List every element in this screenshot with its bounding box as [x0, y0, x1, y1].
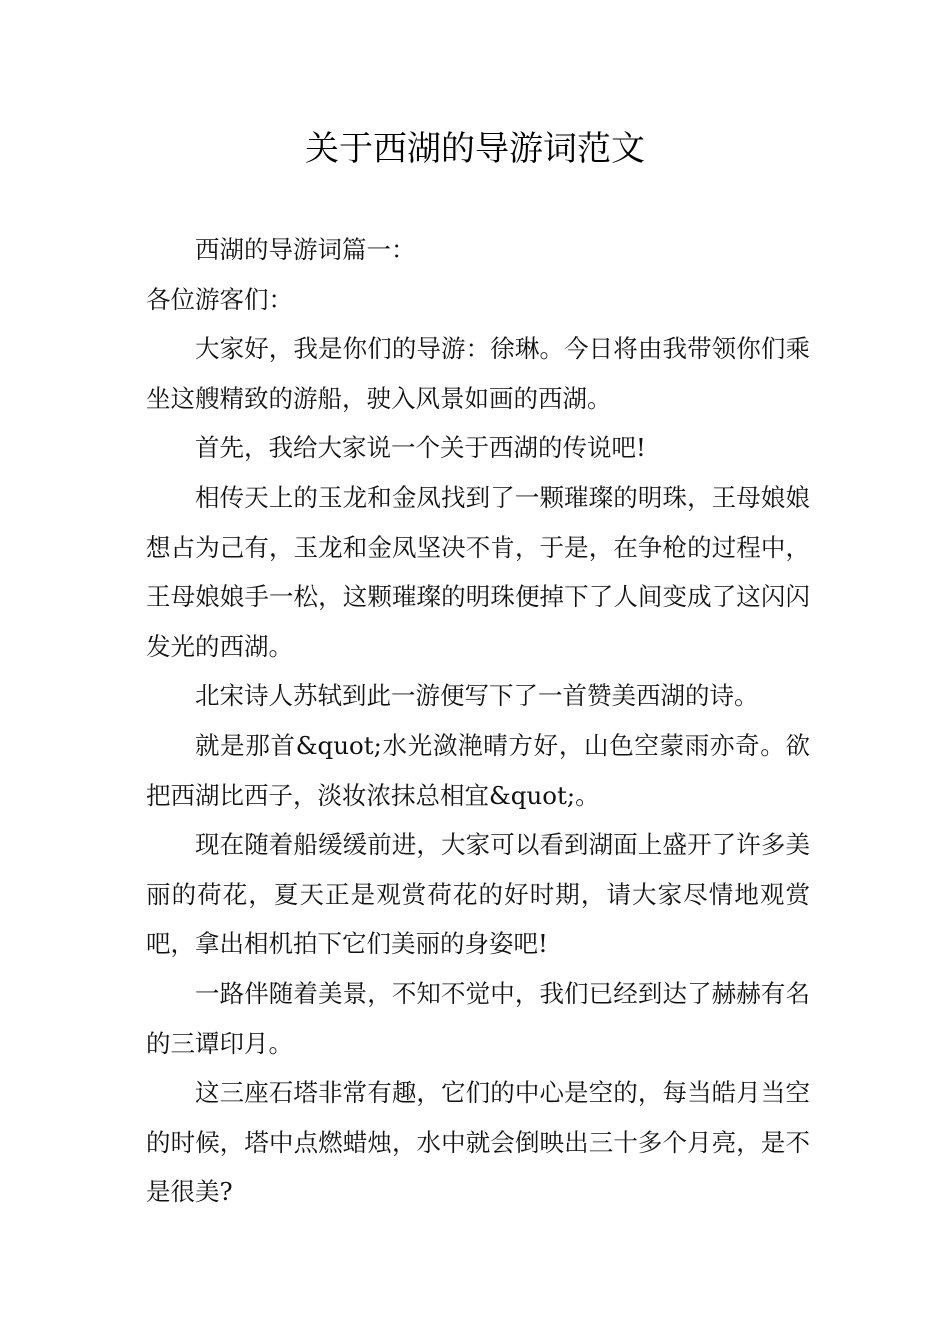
paragraph-4: 首先，我给大家说一个关于西湖的传说吧! — [195, 433, 646, 463]
document-body — [146, 225, 810, 1217]
paragraph-9: 一路伴随着美景，不知不觉中，我们已经到达了赫赫有名的三谭印月。 — [146, 978, 810, 1058]
paragraph-5: 相传天上的玉龙和金凤找到了一颗璀璨的明珠，王母娘娘想占为己有，玉龙和金凤坚决不肯，于是，在争枪的过程中，王母娘娘手一松，这颗璀璨的明珠便掉下了人间变成了这闪闪发光的西湖。 — [146, 482, 810, 661]
paragraph-7: 就是那首&quot;水光潋滟晴方好，山色空蒙雨亦奇。欲把西湖比西子，淡妆浓抹总相宜&quot;。 — [146, 730, 810, 810]
paragraph-10: 这三座石塔非常有趣，它们的中心是空的，每当皓月当空的时候，塔中点燃蜡烛，水中就会倒映出三十多个月亮，是不是很美? — [146, 1078, 810, 1207]
page-title: 关于西湖的导游词范文 — [305, 129, 645, 169]
paragraph-8: 现在随着船缓缓前进，大家可以看到湖面上盛开了许多美丽的荷花，夏天正是观赏荷花的好时期，请大家尽情地观赏吧，拿出相机拍下它们美丽的身姿吧! — [146, 830, 810, 959]
paragraph-6: 北宋诗人苏轼到此一游便写下了一首赞美西湖的诗。 — [195, 681, 759, 711]
paragraph-3: 大家好，我是你们的导游：徐琳。今日将由我带领你们乘坐这艘精致的游船，驶入风景如画的西湖。 — [146, 334, 810, 413]
paragraph-2: 各位游客们： — [146, 284, 293, 314]
paragraph-1: 西湖的导游词篇一： — [195, 235, 416, 264]
